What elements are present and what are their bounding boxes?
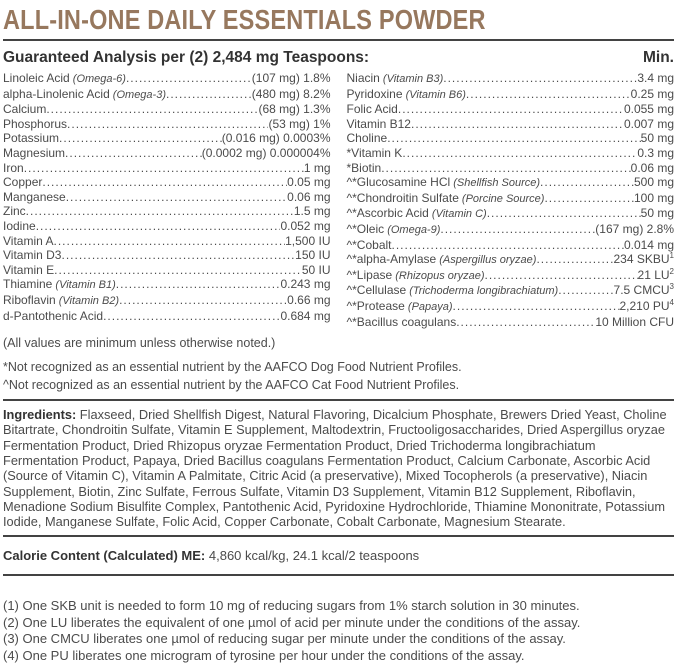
dot-leader: [65, 146, 202, 161]
dot-leader: [59, 131, 222, 146]
nutrient-row: [347, 175, 675, 191]
calorie-divider-bottom: [3, 574, 674, 576]
dot-leader: [402, 146, 637, 161]
nutrient-value: 1 mg: [303, 160, 331, 175]
dot-leader: [53, 234, 285, 249]
nutrient-value: 0.3 mg: [637, 145, 674, 160]
nutrient-name: *Biotin: [346, 160, 382, 175]
nutrient-value: 150 IU: [295, 248, 331, 263]
nutrient-name: Iron: [3, 160, 24, 175]
dot-leader: [46, 102, 258, 117]
nutrient-name: Vitamin B12: [346, 116, 411, 131]
nutrient-value: (0.016 mg) 0.0003%: [221, 131, 331, 146]
dot-leader: [487, 206, 641, 221]
nutrient-name: Iodine: [3, 218, 36, 233]
title-divider: [3, 39, 674, 41]
nutrient-row: [347, 161, 675, 176]
nutrient-name: *Vitamin K: [346, 145, 403, 160]
nutrient-qualifier: (Rhizopus oryzae): [392, 269, 485, 282]
nutrient-value: 0.684 mg: [280, 308, 331, 323]
ingredients-paragraph: [3, 407, 674, 529]
nutrient-value: 50 IU: [301, 262, 331, 277]
nutrient-row: [347, 87, 675, 103]
aafco-cat-footnote: ^Not recognized as an essential nutrient by the AAFCO Cat Food Nutrient Profiles.: [3, 378, 460, 393]
nutrient-value: 0.007 mg: [623, 116, 674, 131]
nutrient-name: ^*Lipase (Rhizopus oryzae): [346, 267, 485, 282]
nutrient-row: [347, 131, 675, 146]
nutrient-value: 0.66 mg: [287, 292, 331, 307]
nutrient-row: [347, 283, 675, 299]
guaranteed-analysis-header: [3, 49, 674, 67]
nutrient-row: [3, 234, 331, 249]
dot-leader: [540, 175, 634, 190]
dot-leader: [466, 87, 631, 102]
nutrient-qualifier: (Omega-3): [109, 88, 166, 101]
nutrient-value: (480 mg) 8.2%: [251, 86, 331, 101]
dot-leader: [116, 277, 281, 292]
nutrient-qualifier: (Shellfish Source): [450, 177, 541, 190]
nutrient-row: [347, 117, 675, 132]
dot-leader: [381, 161, 630, 176]
dot-leader: [411, 117, 624, 132]
unit-footnote-superscript: 1: [669, 251, 674, 261]
nutrient-qualifier: (Vitamin C): [428, 208, 487, 221]
nutrient-value: (167 mg) 2.8%: [595, 221, 674, 236]
nutrient-name: ^*Glucosamine HCl (Shellfish Source): [346, 175, 541, 190]
nutrient-name: d-Pantothenic Acid: [3, 308, 104, 323]
nutrient-row: [3, 117, 331, 132]
nutrient-value: 0.05 mg: [287, 175, 331, 190]
nutrient-name: ^*alpha-Amylase (Aspergillus oryzae): [346, 252, 537, 267]
dot-leader: [166, 87, 252, 102]
nutrient-name: Vitamin D3: [3, 248, 62, 263]
unit-footnote-superscript: 4: [669, 297, 674, 307]
dot-leader: [440, 222, 595, 237]
nutrient-columns: [3, 71, 674, 329]
nutrient-value: (68 mg) 1.3%: [258, 102, 331, 117]
dot-leader: [536, 252, 613, 267]
nutrient-value: 3.4 mg: [637, 71, 674, 85]
nutrient-name: Folic Acid: [346, 102, 398, 117]
nutrient-name: ^*Protease (Papaya): [346, 298, 453, 313]
calorie-content-value: 4,860 kcal/kg, 24.1 kcal/2 teaspoons: [208, 548, 420, 564]
unit-definition-footnotes: [3, 598, 674, 664]
nutrient-name: ^*Chondroitin Sulfate (Porcine Source): [346, 190, 545, 205]
nutrient-value: 100 mg: [633, 190, 674, 205]
dot-leader: [26, 204, 294, 219]
nutrient-qualifier: (Vitamin B3): [379, 73, 444, 85]
nutrient-value: 50 mg: [640, 206, 674, 221]
nutrient-value: 7.5 CMCU$^3$: [613, 282, 674, 298]
nutrient-name: Manganese: [3, 189, 66, 204]
nutrient-row: [347, 238, 675, 253]
nutrient-name: Zinc: [3, 204, 26, 219]
nutrient-qualifier: (Papaya): [404, 300, 453, 313]
nutrient-name: Copper: [3, 175, 43, 190]
nutrient-column-right: [347, 71, 675, 329]
unit-footnote-superscript: 3: [669, 282, 674, 292]
unit-footnote: (1) One SKB unit is needed to form 10 mg of reducing sugars from 1% starch solution in 30 minutes.: [3, 598, 580, 614]
nutrient-value: 50 mg: [640, 131, 674, 146]
nutrient-row: [3, 293, 331, 309]
nutrient-name: Vitamin E: [3, 262, 55, 277]
ingredients-text: Flaxseed, Dried Shellfish Digest, Natural Flavoring, Dicalcium Phosphate, Brewers Dried Yeast, Choline Bitartrate, Chondroitin Sulfate, Vitamin E Supplement, Maltodextrin, Fructooligosaccharides, Dried Aspergillus oryzae Fermentation Product, Dried Rhizopus oryzae Fermentation Product, Dried Trichoderma longibrachiatum Fermentation Product, Papaya, Dried Bacillus coagulans Fermentation Product, Calcium Carbonate, Ascorbic Acid (Source of Vitamin C), Vitamin A Palmitate, Citric Acid (a preservative), Mixed Tocopherols (a preservative), Niacin Supplement, Biotin, Zinc Sulfate, Ferrous Sulfate, Vitamin D3 Supplement, Vitamin B12 Supplement, Riboflavin, Menadione Sodium Bisulfite Complex, Pantothenic Acid, Pyridoxine Hydrochloride, Thiamine Mononitrate, Potassium Iodide, Manganese Sulfate, Folic Acid, Copper Carbonate, Cobalt Carbonate, Magnesium Stearate.: [3, 407, 667, 530]
nutrient-value: (53 mg) 1%: [268, 116, 331, 131]
nutrient-row: [3, 131, 331, 146]
dot-leader: [544, 191, 634, 206]
nutrient-name: Thiamine (Vitamin B1): [3, 277, 116, 292]
dot-leader: [42, 175, 287, 190]
unit-footnote-superscript: 2: [669, 266, 674, 276]
nutrient-row: [3, 146, 331, 161]
nutrient-value: 234 SKBU$^1$: [613, 251, 674, 267]
nutrient-qualifier: (Trichoderma longibrachiatum): [406, 285, 559, 298]
dot-leader: [558, 283, 613, 298]
nutrient-name: ^*Ascorbic Acid (Vitamin C): [346, 206, 487, 221]
dot-leader: [126, 71, 252, 86]
min-column-label: Min.: [643, 49, 674, 66]
nutrient-value: 0.25 mg: [630, 86, 674, 101]
nutrient-name: Linoleic Acid (Omega-6): [3, 71, 126, 85]
dot-leader: [443, 71, 637, 86]
dot-leader: [54, 263, 302, 278]
nutrient-row: [3, 190, 331, 205]
nutrient-name: Vitamin A: [3, 233, 54, 248]
nutrient-name: Riboflavin (Vitamin B2): [3, 292, 120, 307]
unit-footnote: (3) One CMCU liberates one µmol of reducing sugar per minute under the conditions of the assay.: [3, 631, 566, 647]
dot-leader: [392, 238, 624, 253]
nutrient-value: 0.06 mg: [630, 160, 674, 175]
nutrient-name: ^*Cellulase (Trichoderma longibrachiatum): [346, 283, 559, 298]
nutrient-row: [3, 87, 331, 103]
nutrient-value: (0.0002 mg) 0.000004%: [201, 145, 331, 160]
nutrient-row: [347, 252, 675, 268]
nutrient-name: Phosphorus: [3, 116, 68, 131]
nutrient-row: [3, 219, 331, 234]
nutrient-row: [347, 206, 675, 222]
nutrient-qualifier: (Omega-6): [69, 73, 126, 85]
dot-leader: [456, 315, 595, 330]
nutrient-row: [347, 146, 675, 161]
minimum-values-note: (All values are minimum unless otherwise noted.): [3, 336, 276, 351]
dot-leader: [485, 268, 638, 283]
nutrient-row: [347, 71, 675, 87]
dot-leader: [387, 131, 640, 146]
nutrient-name: ^*Oleic (Omega-9): [346, 221, 441, 236]
nutrient-name: Niacin (Vitamin B3): [346, 71, 444, 85]
nutrient-value: 0.014 mg: [623, 237, 674, 252]
nutrient-row: [3, 309, 331, 324]
dot-leader: [61, 248, 295, 263]
nutrient-qualifier: (Vitamin B1): [52, 279, 116, 292]
nutrient-row: [347, 299, 675, 315]
nutrient-qualifier: (Vitamin B6): [402, 88, 466, 101]
nutrient-value: 0.06 mg: [287, 189, 331, 204]
dot-leader: [103, 309, 280, 324]
calorie-content-line: [3, 548, 674, 564]
nutrient-row: [347, 315, 675, 330]
nutrient-value: 10 Million CFU: [595, 314, 674, 329]
nutrient-row: [347, 191, 675, 207]
ingredients-divider: [3, 399, 674, 401]
nutrient-name: Calcium: [3, 102, 47, 117]
dot-leader: [36, 219, 281, 234]
aafco-dog-footnote: *Not recognized as an essential nutrient by the AAFCO Dog Food Nutrient Profiles.: [3, 360, 462, 375]
nutrient-name: ^*Cobalt: [346, 237, 392, 252]
guaranteed-analysis-heading: Guaranteed Analysis per (2) 2,484 mg Teaspoons:: [3, 49, 370, 66]
unit-footnote: (2) One LU liberates the equivalent of one µmol of acid per minute under the conditions of the assay.: [3, 614, 581, 630]
nutrient-row: [347, 222, 675, 238]
nutrient-row: [3, 277, 331, 293]
nutrient-qualifier: (Aspergillus oryzae): [436, 254, 537, 267]
nutrient-qualifier: (Porcine Source): [458, 192, 545, 205]
nutrient-name: alpha-Linolenic Acid (Omega-3): [3, 86, 166, 101]
nutrient-name: Magnesium: [3, 145, 66, 160]
nutrient-column-left: [3, 71, 331, 329]
nutrient-value: 21 $LU^2$: [637, 266, 674, 282]
dot-leader: [67, 117, 268, 132]
nutrient-name: Choline: [346, 131, 388, 146]
dot-leader: [119, 293, 287, 308]
dot-leader: [398, 102, 624, 117]
dot-leader: [453, 299, 620, 314]
nutrient-row: [3, 248, 331, 263]
product-title: ALL-IN-ONE DAILY ESSENTIALS POWDER: [3, 4, 486, 35]
calorie-divider-top: [3, 535, 674, 537]
nutrient-value: 0.055 mg: [623, 102, 674, 117]
ingredients-label: Ingredients:: [3, 407, 77, 423]
nutrient-name: ^*Bacillus coagulans: [346, 314, 457, 329]
nutrient-row: [3, 204, 331, 219]
nutrient-row: [347, 268, 675, 284]
nutrient-row: [3, 71, 331, 87]
nutrient-row: [3, 102, 331, 117]
nutrient-qualifier: (Omega-9): [384, 223, 441, 236]
nutrient-value: 2,210 $PU^4$: [619, 297, 674, 313]
dot-leader: [24, 161, 304, 176]
nutrient-value: 500 mg: [633, 175, 674, 190]
nutrient-row: [3, 175, 331, 190]
nutrient-qualifier: (Vitamin B2): [55, 294, 120, 307]
dot-leader: [66, 190, 287, 205]
unit-footnote: (4) One PU liberates one microgram of tyrosine per hour under the conditions of the assay.: [3, 647, 525, 663]
nutrient-row: [347, 102, 675, 117]
nutrient-name: Pyridoxine (Vitamin B6): [346, 86, 466, 101]
nutrient-row: [3, 263, 331, 278]
nutrient-value: 1.5 mg: [293, 204, 331, 219]
nutrient-name: Potassium: [3, 131, 60, 146]
nutrient-value: 1,500 IU: [285, 233, 331, 248]
calorie-content-label: Calorie Content (Calculated) ME:: [3, 548, 206, 564]
nutrient-value: 0.243 mg: [280, 277, 331, 292]
nutrient-value: 0.052 mg: [280, 218, 331, 233]
nutrient-value: (107 mg) 1.8%: [251, 71, 331, 85]
nutrient-row: [3, 161, 331, 176]
